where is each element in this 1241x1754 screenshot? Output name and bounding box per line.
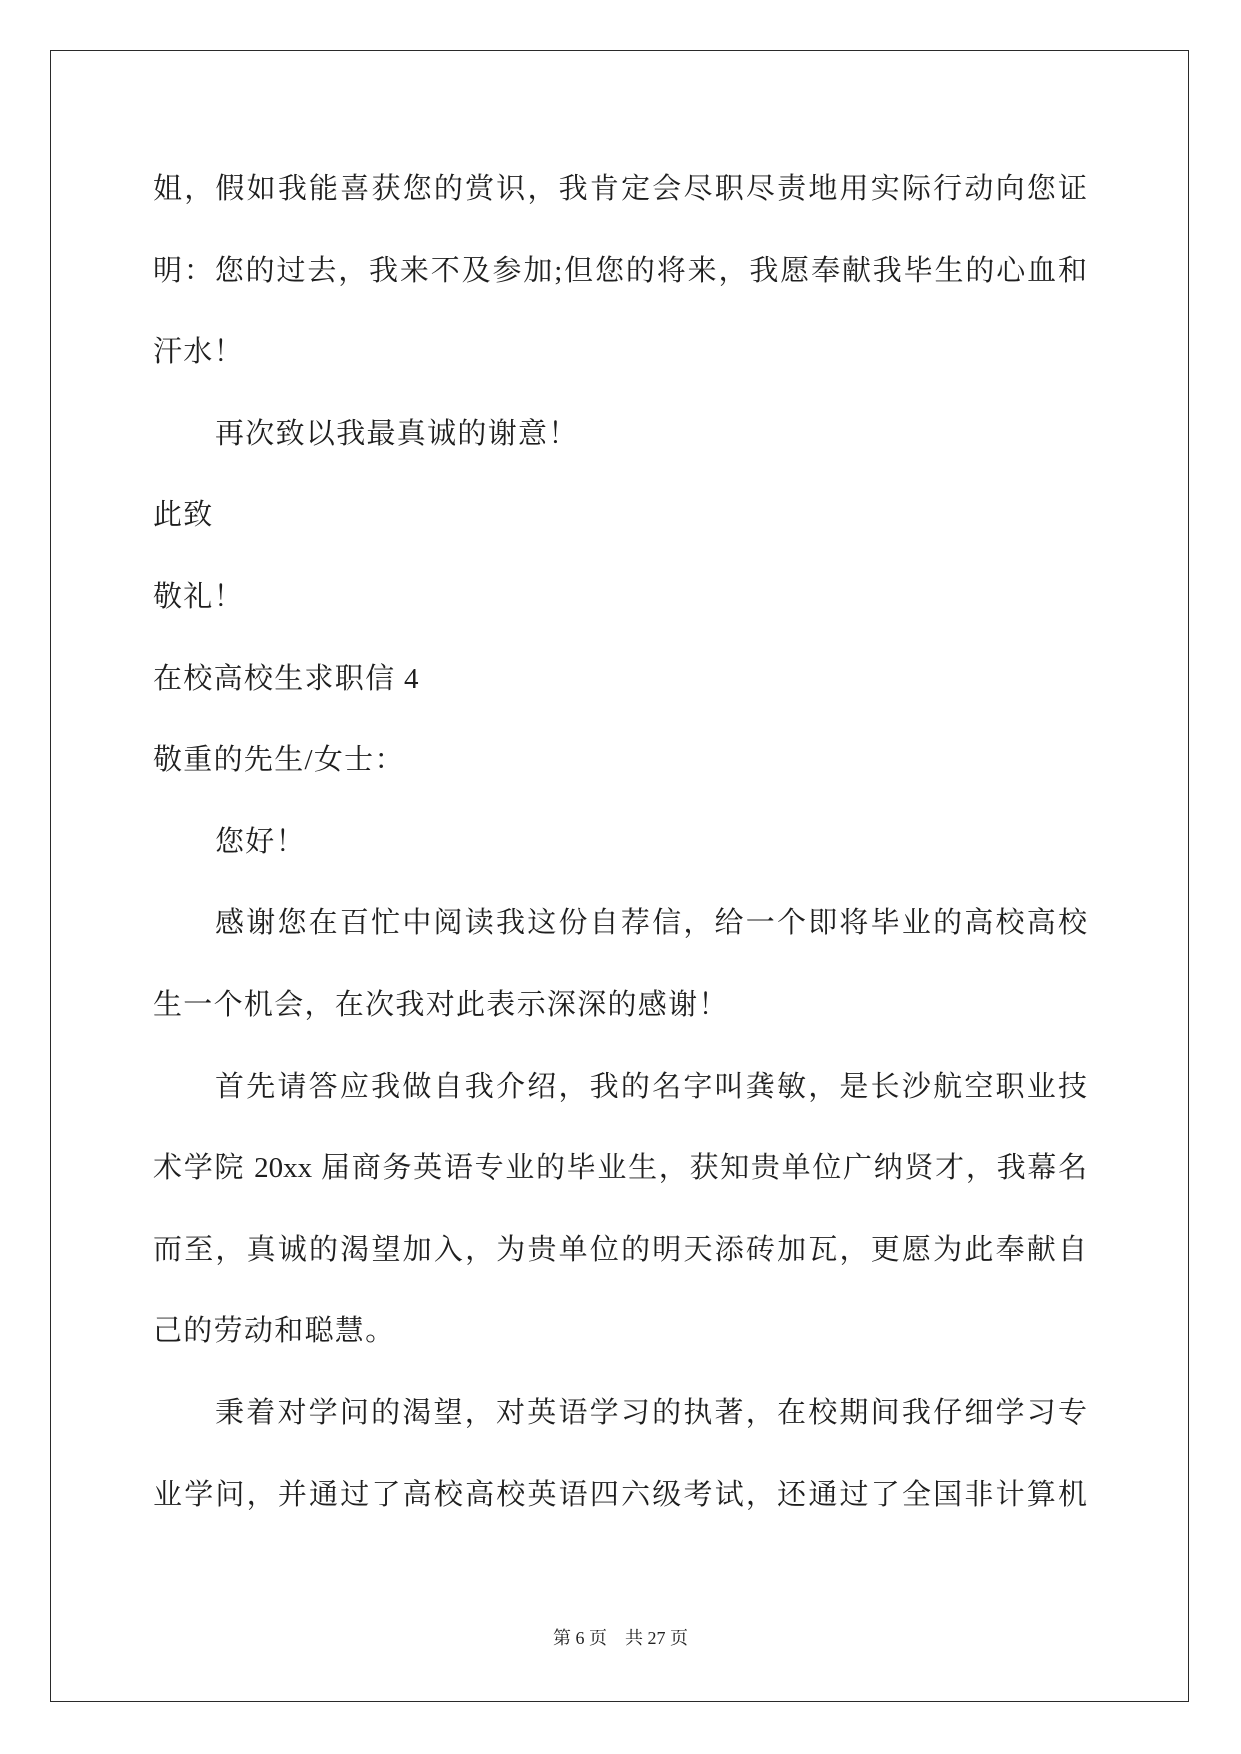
closing-salutation: 此致 bbox=[153, 499, 214, 532]
paragraph-line: 首先请答应我做自我介绍，我的名字叫龚敏，是长沙航空职业技 bbox=[215, 1070, 1087, 1103]
paragraph-line: 而至，真诚的渴望加入，为贵单位的明天添砖加瓦，更愿为此奉献自 bbox=[153, 1233, 1087, 1266]
paragraph-line: 感谢您在百忙中阅读我这份自荐信，给一个即将毕业的高校高校 bbox=[215, 907, 1087, 940]
page-number-footer: 第 6 页 共 27 页 bbox=[553, 1628, 688, 1648]
paragraph-line: 业学问，并通过了高校高校英语四六级考试，还通过了全国非计算机 bbox=[153, 1478, 1087, 1511]
paragraph-line: 汗水！ bbox=[153, 336, 244, 369]
greeting-line: 您好！ bbox=[215, 825, 306, 858]
paragraph-line: 己的劳动和聪慧。 bbox=[153, 1315, 396, 1348]
recipient-salutation: 敬重的先生/女士： bbox=[153, 744, 405, 777]
letter-heading: 在校高校生求职信 4 bbox=[153, 662, 420, 695]
paragraph-line: 术学院 20xx 届商务英语专业的毕业生，获知贵单位广纳贤才，我幕名 bbox=[153, 1152, 1087, 1185]
closing-thanks-line: 再次致以我最真诚的谢意！ bbox=[215, 417, 579, 450]
letter-body bbox=[153, 149, 1087, 1536]
closing-regards: 敬礼！ bbox=[153, 580, 244, 613]
paragraph-line: 明：您的过去，我来不及参加;但您的将来，我愿奉献我毕生的心血和 bbox=[153, 254, 1087, 287]
paragraph-line: 生一个机会，在次我对此表示深深的感谢！ bbox=[153, 988, 729, 1021]
paragraph-line: 秉着对学问的渴望，对英语学习的执著，在校期间我仔细学习专 bbox=[215, 1396, 1087, 1429]
paragraph-line: 姐，假如我能喜获您的赏识，我肯定会尽职尽责地用实际行动向您证 bbox=[153, 173, 1087, 205]
